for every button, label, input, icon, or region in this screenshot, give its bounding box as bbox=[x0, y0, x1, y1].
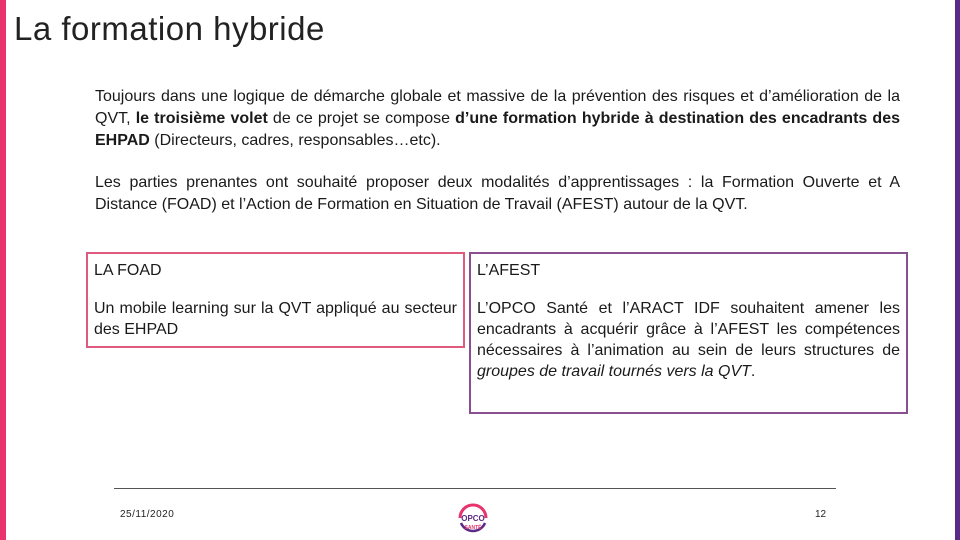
intro-paragraph bbox=[95, 86, 900, 152]
intro-bold-1: le troisième volet bbox=[135, 110, 268, 127]
opco-sante-logo bbox=[452, 496, 494, 536]
afest-body-italic: groupes de travail tournés vers la QVT bbox=[477, 363, 751, 380]
intro-text-2: de ce projet se compose bbox=[267, 110, 456, 127]
intro-text-3: (Directeurs, cadres, responsables…etc). bbox=[149, 132, 441, 149]
logo-text-bottom: SANTÉ bbox=[464, 525, 482, 531]
foad-box bbox=[86, 252, 465, 348]
intro-bold-2: d’une formation hybride à destination des encadrants des EHPAD bbox=[95, 110, 901, 149]
footer-date: 25/11/2020 bbox=[120, 509, 175, 520]
page-number: 12 bbox=[815, 509, 827, 520]
afest-body-text-2: . bbox=[750, 363, 756, 380]
left-accent-bar bbox=[0, 0, 6, 540]
slide-title: La formation hybride bbox=[14, 10, 325, 47]
foad-body: Un mobile learning sur la QVT appliqué au secteur des EHPAD bbox=[94, 300, 457, 338]
afest-body bbox=[477, 298, 900, 382]
right-accent-bar bbox=[955, 0, 960, 540]
foad-heading: LA FOAD bbox=[94, 262, 162, 279]
afest-box bbox=[469, 252, 908, 414]
intro-text-1: Toujours dans une logique de démarche globale et massive de la prévention des risques et d’amélioration de la QVT, bbox=[95, 88, 900, 127]
afest-heading: L’AFEST bbox=[477, 262, 541, 279]
modalities-paragraph: Les parties prenantes ont souhaité proposer deux modalités d’apprentissages : la Formation Ouverte et A Distance (FOAD) et l’Action de Formation en Situation de Travail (AFEST) autour de la QVT. bbox=[95, 174, 900, 213]
afest-body-text-1: L’OPCO Santé et l’ARACT IDF souhaitent amener les encadrants à acquérir grâce à l’AFEST les compétences nécessaires à l’animation au sein de leurs structures de bbox=[477, 300, 900, 359]
logo-text-top: OPCO bbox=[461, 514, 485, 523]
footer-divider bbox=[114, 488, 836, 489]
